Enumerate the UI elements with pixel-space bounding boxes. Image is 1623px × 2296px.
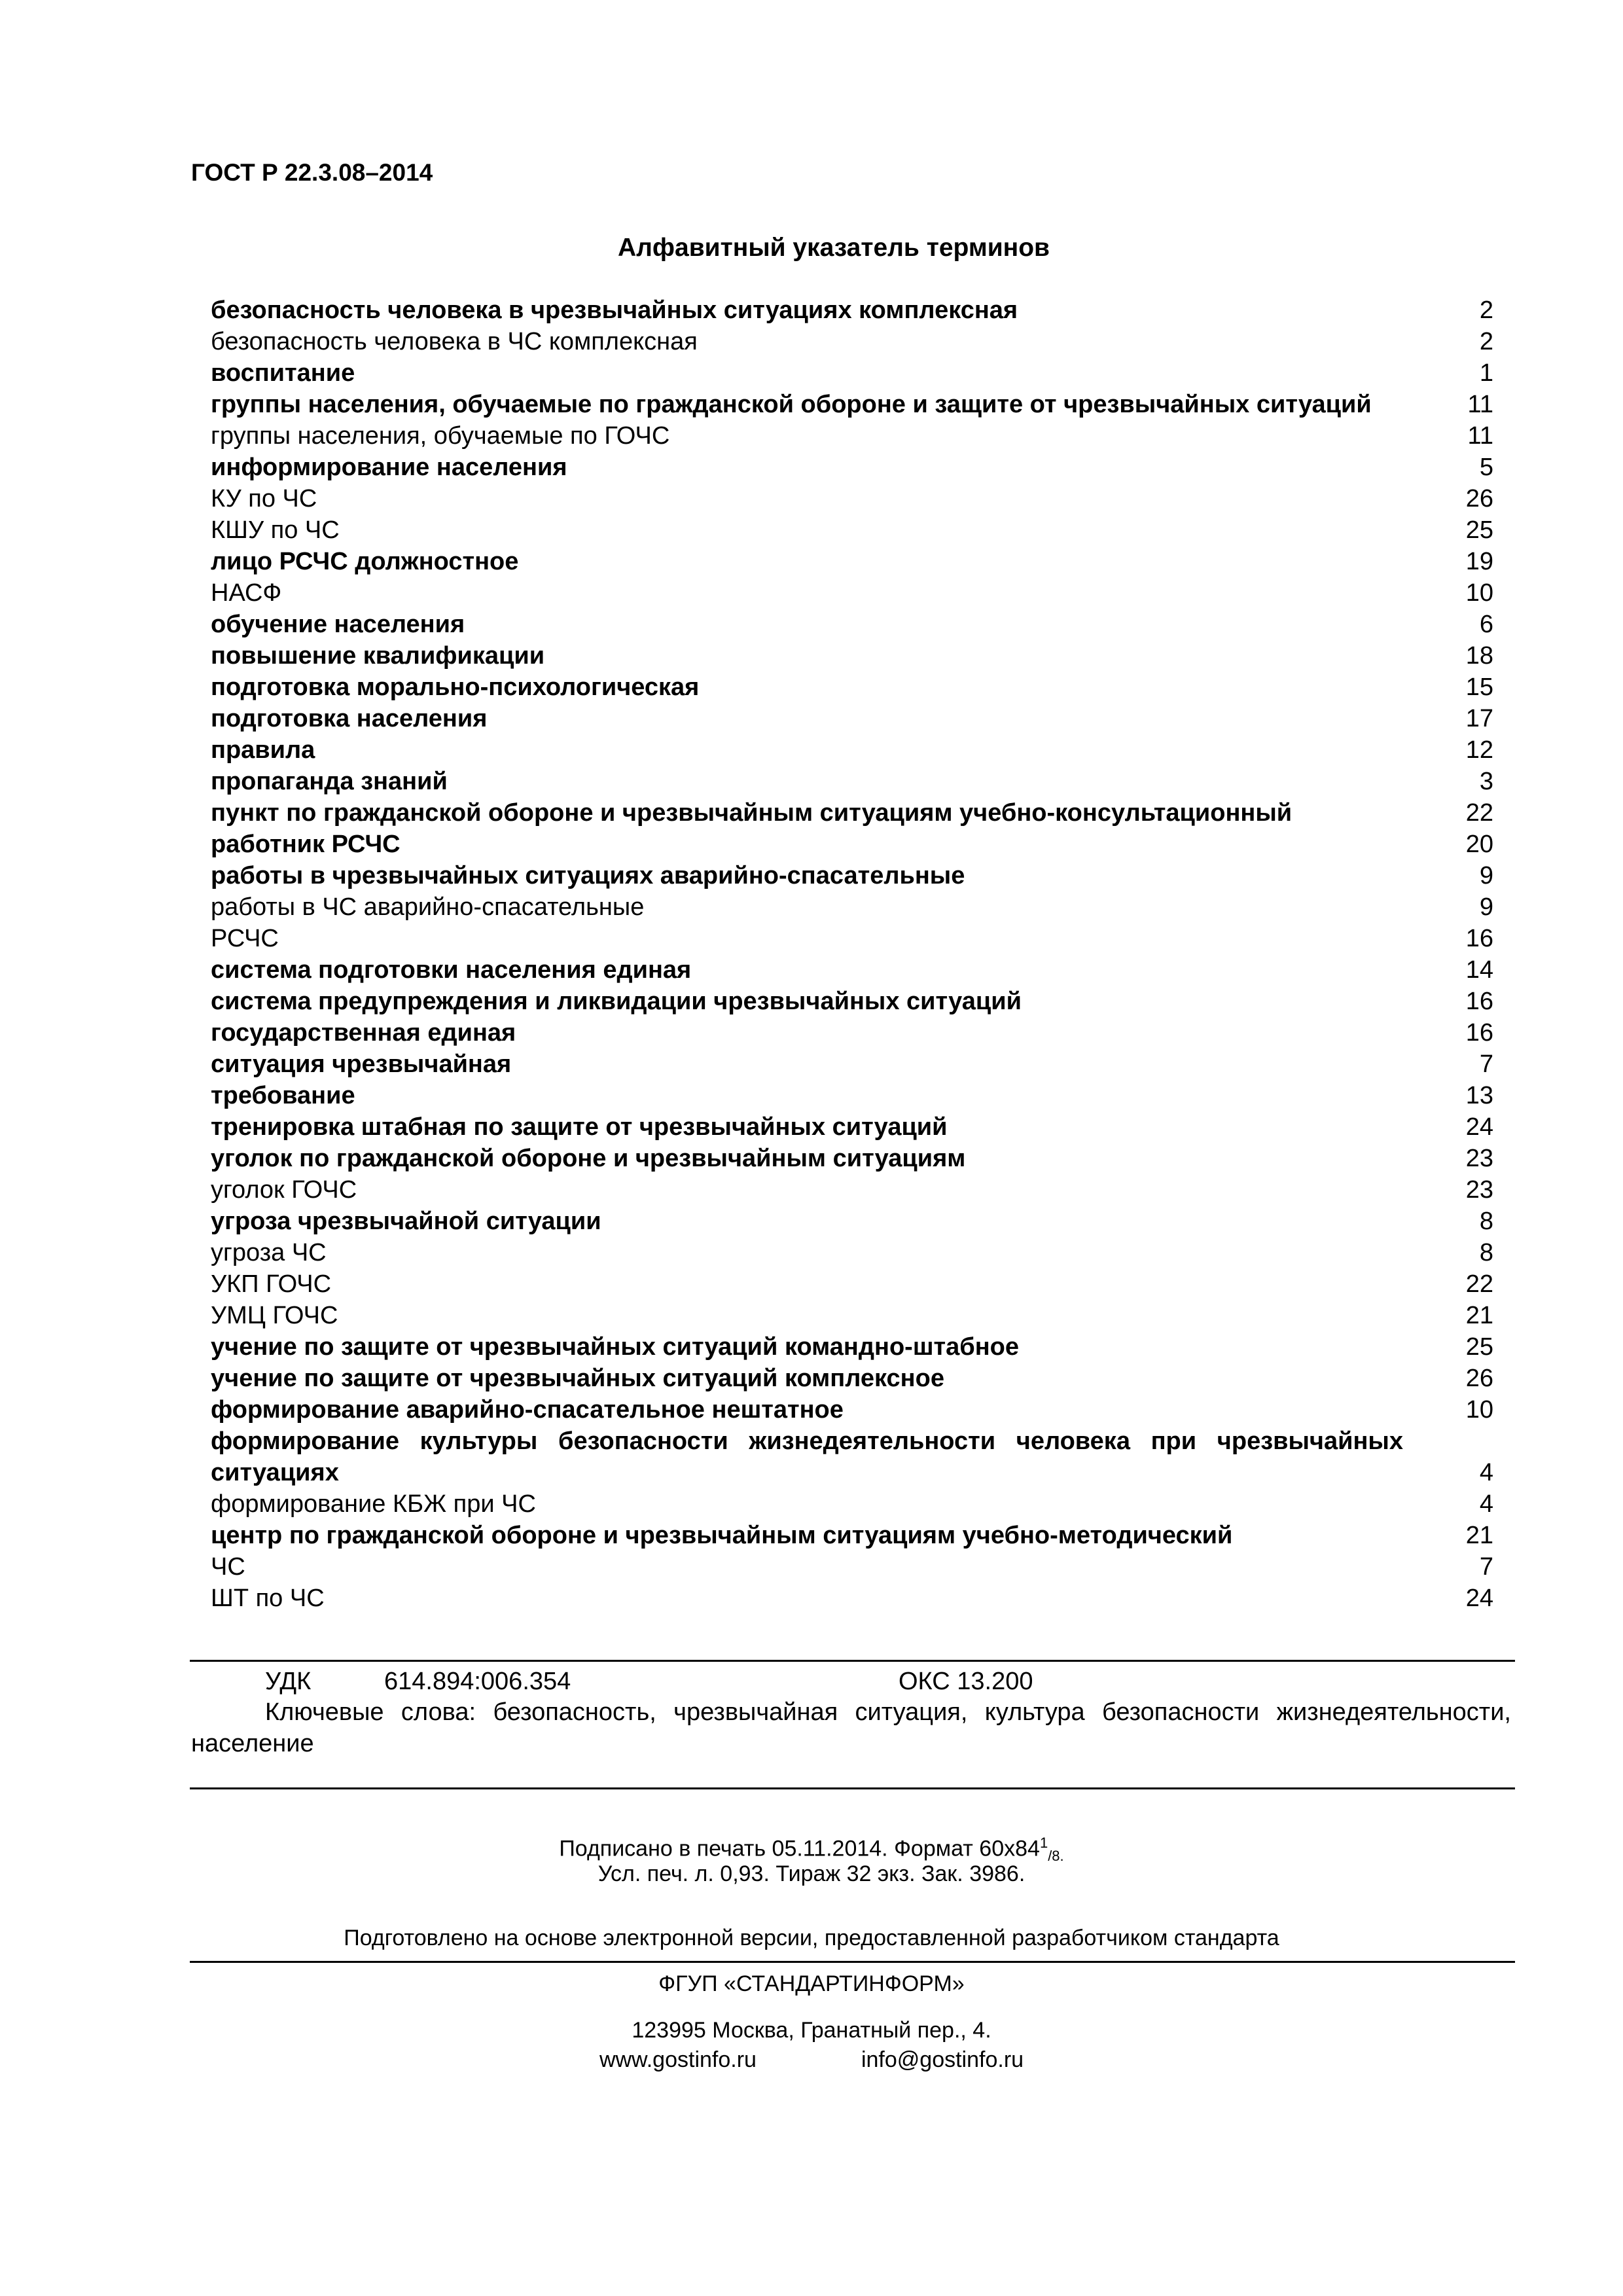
- index-term: безопасность человека в чрезвычайных ситуациях комплексная: [211, 296, 1018, 324]
- index-page-number: 26: [1465, 1365, 1493, 1392]
- index-term: информирование населения: [211, 454, 567, 481]
- email-link[interactable]: info@gostinfo.ru: [861, 2047, 1024, 2072]
- index-term: КУ по ЧС: [211, 485, 317, 512]
- index-entry: [211, 1520, 1493, 1551]
- index-title-text: Алфавитный указатель терминов: [617, 234, 1050, 262]
- index-term: угроза ЧС: [211, 1239, 327, 1266]
- index-page-number: 2: [1479, 296, 1493, 324]
- index-entry: [211, 295, 1493, 326]
- index-page-number: 6: [1479, 611, 1493, 638]
- prepared-line: Подготовлено на основе электронной версии, предоставленной разработчиком стандарта: [344, 1926, 1279, 1950]
- index-term: повышение квалификации: [211, 642, 545, 670]
- index-entry: [211, 986, 1493, 1017]
- index-term: воспитание: [211, 359, 355, 387]
- index-page-number: 11: [1467, 422, 1493, 450]
- index-page-number: 11: [1467, 391, 1493, 418]
- index-page-number: 20: [1465, 831, 1493, 858]
- divider-top: [190, 1660, 1515, 1662]
- index-page-number: 1: [1479, 359, 1493, 387]
- index-term: подготовка морально-психологическая: [211, 673, 700, 701]
- index-entry: [211, 797, 1493, 829]
- contacts: [0, 2045, 1623, 2075]
- oks-code: ОКС 13.200: [899, 1668, 1033, 1695]
- index-page-number: 23: [1465, 1145, 1493, 1172]
- index-term: центр по гражданской обороне и чрезвычайным ситуациям учебно-методический: [211, 1522, 1233, 1549]
- index-page-number: 7: [1479, 1553, 1493, 1581]
- index-page-number: 21: [1465, 1302, 1493, 1329]
- divider-middle: [190, 1787, 1515, 1789]
- index-page-number: 9: [1479, 862, 1493, 889]
- index-entry: [211, 829, 1493, 860]
- index-term: угроза чрезвычайной ситуации: [211, 1208, 601, 1235]
- index-term: УМЦ ГОЧС: [211, 1302, 338, 1329]
- index-term: система подготовки населения единая: [211, 956, 692, 984]
- index-entry: [211, 1143, 1493, 1174]
- index-term: ЧС: [211, 1553, 245, 1581]
- index-entry: [211, 954, 1493, 986]
- term-index-list: [211, 295, 1493, 1614]
- format-sub: /8.: [1048, 1848, 1064, 1865]
- index-page-number: 8: [1479, 1208, 1493, 1235]
- index-entry: [211, 1394, 1493, 1426]
- index-page-number: 25: [1465, 1333, 1493, 1361]
- index-page-number: 19: [1465, 548, 1493, 575]
- index-entry: [211, 1174, 1493, 1206]
- index-term: формирование аварийно-спасательное нештатное: [211, 1396, 844, 1424]
- index-page-number: 8: [1479, 1239, 1493, 1266]
- index-entry: [211, 1583, 1493, 1614]
- index-term: лицо РСЧС должностное: [211, 548, 519, 575]
- index-page-number: 10: [1465, 579, 1493, 607]
- index-page-number: 5: [1479, 454, 1493, 481]
- index-entry: [211, 1551, 1493, 1583]
- index-page-number: 26: [1465, 485, 1493, 512]
- index-entry: [211, 1206, 1493, 1237]
- index-entry: [211, 326, 1493, 357]
- index-term: уголок по гражданской обороне и чрезвычайным ситуациям: [211, 1145, 966, 1172]
- index-page-number: 4: [1479, 1490, 1493, 1518]
- format-sup: 1: [1039, 1835, 1048, 1851]
- index-entry: [211, 734, 1493, 766]
- index-page-number: 23: [1465, 1176, 1493, 1204]
- index-page-number: 25: [1465, 516, 1493, 544]
- index-entry: [211, 1080, 1493, 1111]
- index-term: подготовка населения: [211, 705, 488, 732]
- index-entry: [211, 514, 1493, 546]
- index-page-number: 16: [1465, 1019, 1493, 1047]
- index-entry: [211, 1363, 1493, 1394]
- index-entry: [211, 891, 1493, 923]
- index-entry: [211, 1331, 1493, 1363]
- index-entry: [211, 640, 1493, 672]
- udk-label: УДК: [265, 1668, 312, 1695]
- index-term: работник РСЧС: [211, 831, 401, 858]
- index-page-number: 3: [1479, 768, 1493, 795]
- index-entry: [211, 1237, 1493, 1268]
- standard-code: ГОСТ Р 22.3.08–2014: [191, 159, 433, 186]
- index-term: уголок ГОЧС: [211, 1176, 357, 1204]
- index-entry: [211, 1300, 1493, 1331]
- index-term: КШУ по ЧС: [211, 516, 340, 544]
- index-term: формирование КБЖ при ЧС: [211, 1490, 536, 1518]
- index-entry: [211, 577, 1493, 609]
- index-page-number: 14: [1465, 956, 1493, 984]
- index-term: работы в чрезвычайных ситуациях аварийно-спасательные: [211, 862, 965, 889]
- index-page-number: 4: [1479, 1459, 1493, 1486]
- index-term: учение по защите от чрезвычайных ситуаций комплексное: [211, 1365, 944, 1392]
- index-entry: [211, 483, 1493, 514]
- index-entry: [211, 923, 1493, 954]
- index-page-number: 24: [1465, 1113, 1493, 1141]
- index-term: правила: [211, 736, 315, 764]
- index-entry: [211, 1017, 1493, 1049]
- print-line: Усл. печ. л. 0,93. Тираж 32 экз. Зак. 3986.: [597, 1861, 1026, 1886]
- index-term: УКП ГОЧС: [211, 1270, 332, 1298]
- index-entry: [211, 672, 1493, 703]
- index-entry: [211, 1049, 1493, 1080]
- keywords: Ключевые слова: безопасность, чрезвычайная ситуация, культура безопасности жизнедеятельности, население: [191, 1698, 1511, 1757]
- index-entry: [211, 703, 1493, 734]
- index-page-number: 22: [1465, 1270, 1493, 1298]
- index-entry: [211, 860, 1493, 891]
- index-term: безопасность человека в ЧС комплексная: [211, 328, 698, 355]
- index-page-number: 2: [1479, 328, 1493, 355]
- index-entry: [211, 1488, 1493, 1520]
- index-entry: [211, 609, 1493, 640]
- signed-text: Подписано в печать 05.11.2014. Формат 60х84: [559, 1836, 1040, 1861]
- index-page-number: 9: [1479, 893, 1493, 921]
- index-term: пункт по гражданской обороне и чрезвычайным ситуациям учебно-консультационный: [211, 799, 1293, 827]
- index-page-number: 12: [1465, 736, 1493, 764]
- index-term: работы в ЧС аварийно-спасательные: [211, 893, 645, 921]
- index-term: РСЧС: [211, 925, 279, 952]
- index-entry: [211, 389, 1493, 420]
- index-term: ситуация чрезвычайная: [211, 1050, 512, 1078]
- index-entry: [211, 452, 1493, 483]
- website-link[interactable]: www.gostinfo.ru: [599, 2047, 757, 2072]
- index-page-number: 16: [1465, 925, 1493, 952]
- index-entry: [211, 1111, 1493, 1143]
- index-page-number: 22: [1465, 799, 1493, 827]
- divider-bottom: [190, 1961, 1515, 1963]
- index-term: ШТ по ЧС: [211, 1585, 325, 1612]
- udk-value: 614.894:006.354: [384, 1668, 571, 1695]
- index-term: группы населения, обучаемые по гражданской обороне и защите от чрезвычайных ситуаций: [211, 391, 1372, 418]
- index-page-number: 15: [1465, 673, 1493, 701]
- index-term: НАСФ: [211, 579, 282, 607]
- index-title: [0, 232, 1623, 264]
- address: 123995 Москва, Гранатный пер., 4.: [632, 2018, 991, 2043]
- index-entry: [211, 766, 1493, 797]
- index-term: требование: [211, 1082, 355, 1109]
- index-term: система предупреждения и ликвидации чрезвычайных ситуаций: [211, 988, 1022, 1015]
- index-page-number: 10: [1465, 1396, 1493, 1424]
- index-term: учение по защите от чрезвычайных ситуаций командно-штабное: [211, 1333, 1019, 1361]
- index-entry: [211, 420, 1493, 452]
- index-entry: [211, 1268, 1493, 1300]
- index-page-number: 24: [1465, 1585, 1493, 1612]
- index-page-number: 18: [1465, 642, 1493, 670]
- index-term: обучение населения: [211, 611, 465, 638]
- index-page-number: 16: [1465, 988, 1493, 1015]
- index-term: формирование культуры безопасности жизнедеятельности человека при чрезвычайных ситуациях: [211, 1427, 1403, 1486]
- index-term: пропаганда знаний: [211, 768, 448, 795]
- publisher: ФГУП «СТАНДАРТИНФОРМ»: [658, 1971, 965, 1996]
- index-term: государственная единая: [211, 1019, 516, 1047]
- index-page-number: 21: [1465, 1522, 1493, 1549]
- index-entry: [211, 357, 1493, 389]
- index-entry: [211, 546, 1493, 577]
- index-term: группы населения, обучаемые по ГОЧС: [211, 422, 670, 450]
- index-page-number: 7: [1479, 1050, 1493, 1078]
- index-entry: [211, 1426, 1493, 1488]
- index-page-number: 13: [1465, 1082, 1493, 1109]
- index-term: тренировка штабная по защите от чрезвычайных ситуаций: [211, 1113, 948, 1141]
- index-page-number: 17: [1465, 705, 1493, 732]
